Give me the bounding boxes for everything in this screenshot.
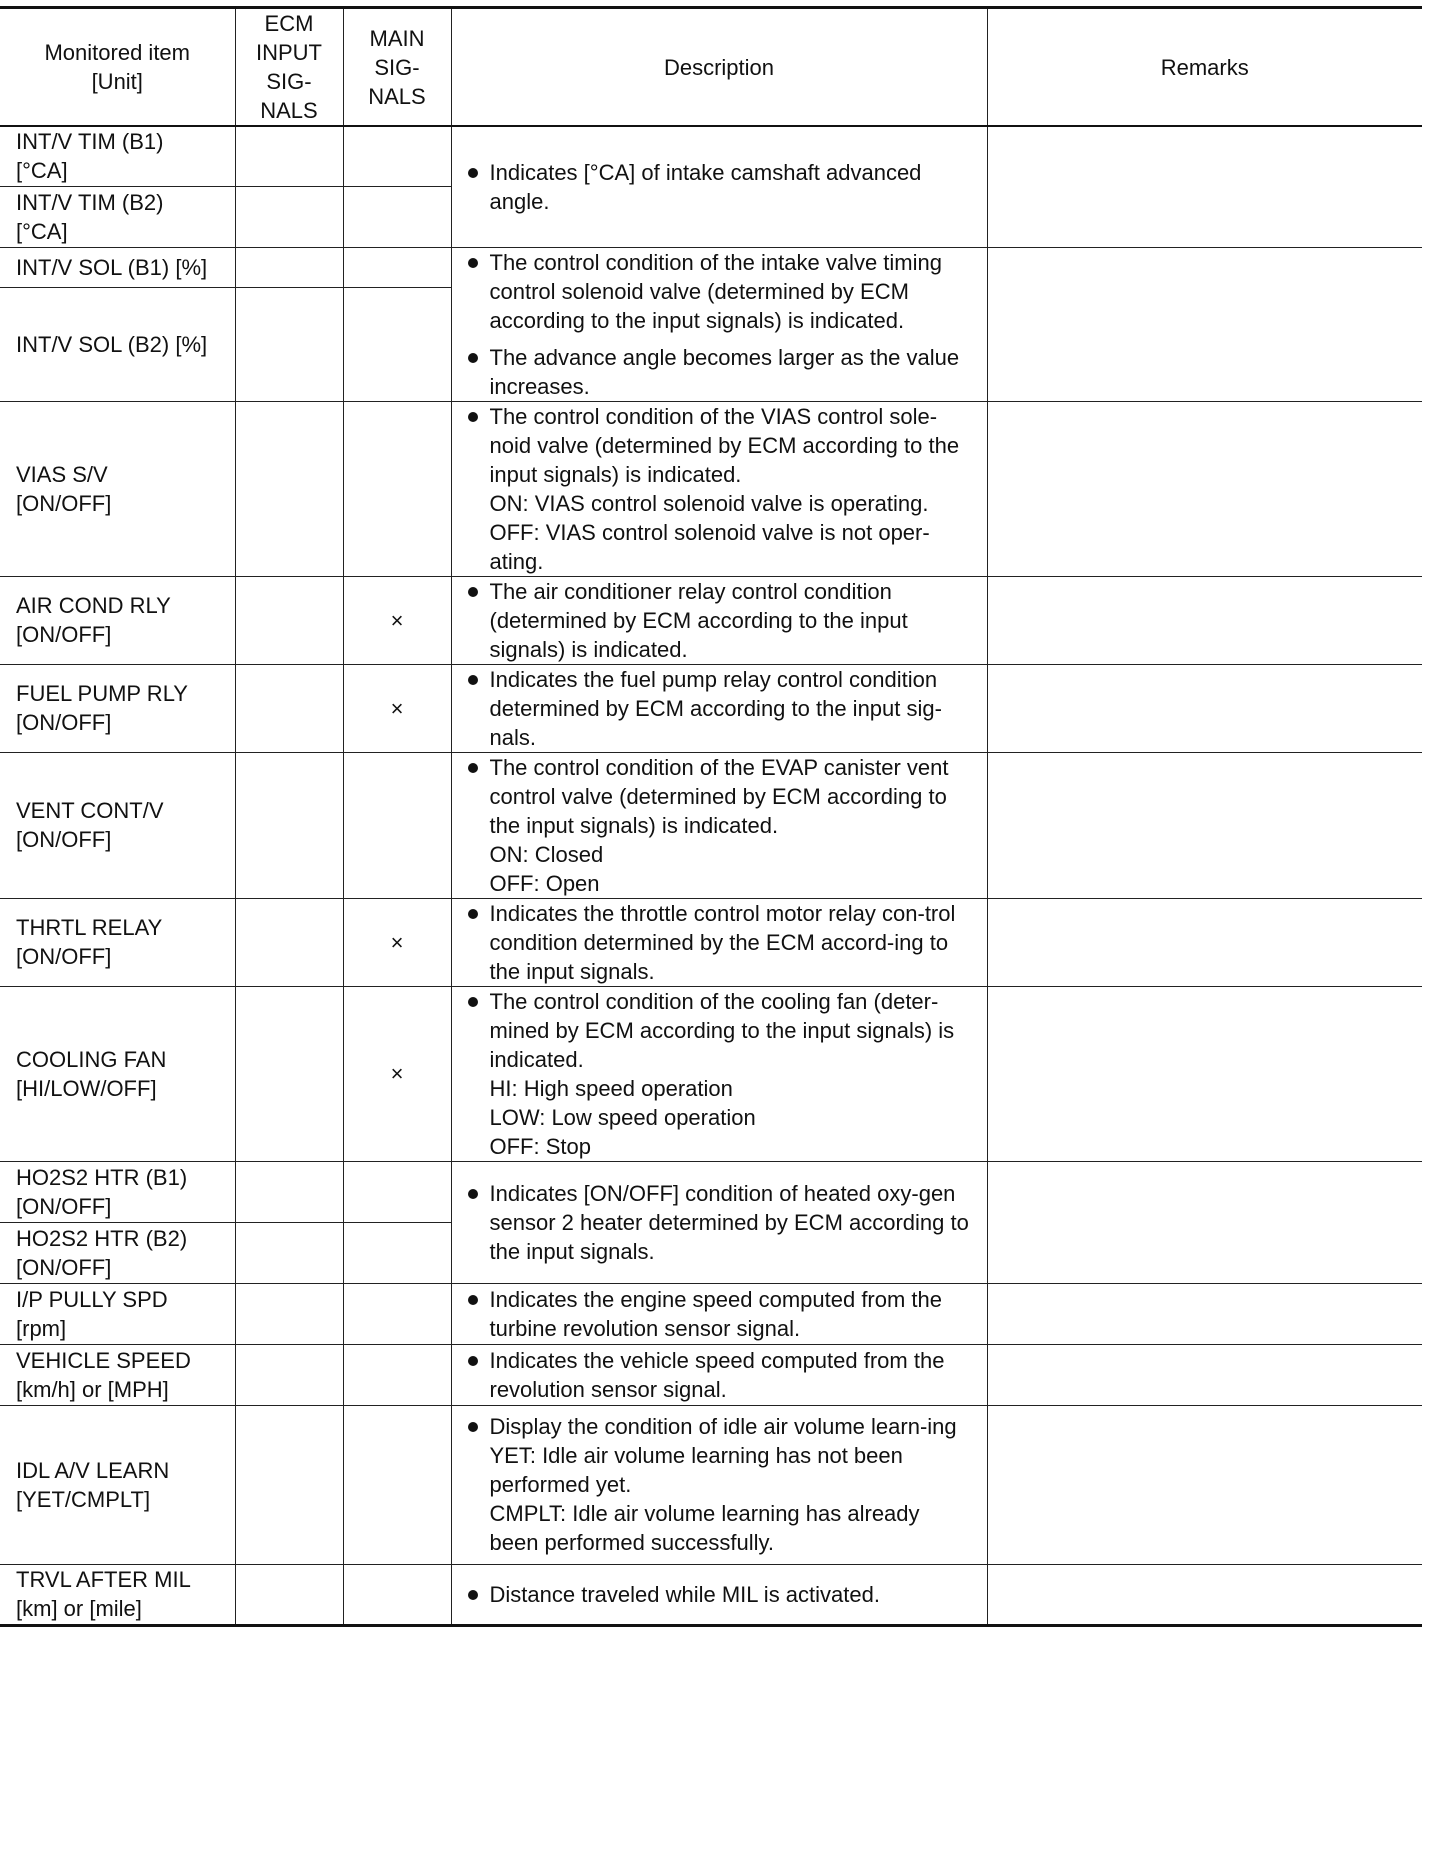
main-cell [343, 1344, 451, 1405]
ecm-cell [235, 1222, 343, 1283]
description-cell: Indicates the vehicle speed computed from the revolution sensor signal. [451, 1344, 987, 1405]
item-cell: FUEL PUMP RLY [ON/OFF] [0, 664, 235, 752]
table-row [0, 1564, 1422, 1625]
ecm-cell [235, 287, 343, 401]
table-row [0, 576, 1422, 664]
table-row [0, 898, 1422, 986]
ecm-cell [235, 186, 343, 247]
description-cell: Distance traveled while MIL is activated. [451, 1564, 987, 1625]
item-cell: INT/V SOL (B2) [%] [0, 287, 235, 401]
bullet-icon [468, 1422, 478, 1432]
item-cell: INT/V TIM (B1) [°CA] [0, 126, 235, 186]
ecm-cell [235, 1564, 343, 1625]
ecm-cell [235, 1283, 343, 1344]
item-cell: IDL A/V LEARN [YET/CMPLT] [0, 1405, 235, 1564]
bullet-icon [468, 997, 478, 1007]
item-cell: VENT CONT/V [ON/OFF] [0, 752, 235, 898]
remarks-cell [987, 1344, 1422, 1405]
item-cell: AIR COND RLY [ON/OFF] [0, 576, 235, 664]
item-cell: INT/V TIM (B2) [°CA] [0, 186, 235, 247]
ecm-cell [235, 752, 343, 898]
main-signal-mark: × [343, 986, 451, 1161]
table-row [0, 986, 1422, 1161]
table-row [0, 1283, 1422, 1344]
ecm-cell [235, 1161, 343, 1222]
item-cell: HO2S2 HTR (B1) [ON/OFF] [0, 1161, 235, 1222]
main-cell [343, 1161, 451, 1222]
main-cell [343, 247, 451, 287]
table-header-row [0, 8, 1422, 127]
main-signal-mark: × [343, 664, 451, 752]
item-cell: VIAS S/V [ON/OFF] [0, 401, 235, 576]
main-signal-mark: × [343, 898, 451, 986]
remarks-cell [987, 1161, 1422, 1283]
monitor-item-table [0, 6, 1422, 1627]
ecm-cell [235, 1405, 343, 1564]
remarks-cell [987, 126, 1422, 247]
main-cell [343, 126, 451, 186]
bullet-icon [468, 909, 478, 919]
remarks-cell [987, 1283, 1422, 1344]
main-cell [343, 1222, 451, 1283]
bullet-icon [468, 1356, 478, 1366]
ecm-cell [235, 576, 343, 664]
remarks-cell [987, 576, 1422, 664]
item-cell: COOLING FAN [HI/LOW/OFF] [0, 986, 235, 1161]
description-cell: The control condition of the intake valve timing control solenoid valve (determined by ECM according to the input signals) is indicated. The advance angle becomes larger as the value increases. [451, 247, 987, 401]
bullet-icon [468, 1189, 478, 1199]
description-cell: Indicates the throttle control motor relay con-trol condition determined by the ECM accord-ing to the input signals. [451, 898, 987, 986]
ecm-cell [235, 126, 343, 186]
item-cell: THRTL RELAY [ON/OFF] [0, 898, 235, 986]
table-row [0, 752, 1422, 898]
bullet-icon [468, 353, 478, 363]
bullet-icon [468, 168, 478, 178]
ecm-cell [235, 898, 343, 986]
main-cell [343, 1405, 451, 1564]
bullet-icon [468, 258, 478, 268]
bullet-icon [468, 675, 478, 685]
ecm-cell [235, 247, 343, 287]
remarks-cell [987, 1564, 1422, 1625]
bullet-icon [468, 1295, 478, 1305]
remarks-cell [987, 898, 1422, 986]
ecm-cell [235, 401, 343, 576]
description-cell: The control condition of the cooling fan (deter-mined by ECM according to the input signals) is indicated. HI: High speed operation LOW: Low speed operation OFF: Stop [451, 986, 987, 1161]
item-cell: HO2S2 HTR (B2) [ON/OFF] [0, 1222, 235, 1283]
main-cell [343, 1283, 451, 1344]
description-cell: Indicates [ON/OFF] condition of heated oxy-gen sensor 2 heater determined by ECM according to the input signals. [451, 1161, 987, 1283]
header-remarks: Remarks [987, 8, 1422, 127]
main-cell [343, 1564, 451, 1625]
main-cell [343, 752, 451, 898]
table-row [0, 1405, 1422, 1564]
ecm-cell [235, 986, 343, 1161]
description-cell: The air conditioner relay control condition (determined by ECM according to the input signals) is indicated. [451, 576, 987, 664]
description-cell: The control condition of the VIAS control sole-noid valve (determined by ECM according to the input signals) is indicated. ON: VIAS control solenoid valve is operating. OFF: VIAS control solenoid valve is not oper-ating. [451, 401, 987, 576]
description-cell: Indicates the engine speed computed from the turbine revolution sensor signal. [451, 1283, 987, 1344]
header-monitored-item: Monitored item [Unit] [0, 8, 235, 127]
main-cell [343, 287, 451, 401]
table-row [0, 401, 1422, 576]
main-cell [343, 401, 451, 576]
header-main-signals: MAIN SIG- NALS [343, 8, 451, 127]
remarks-cell [987, 752, 1422, 898]
header-description: Description [451, 8, 987, 127]
table-row [0, 1161, 1422, 1222]
bullet-icon [468, 1590, 478, 1600]
item-cell: I/P PULLY SPD [rpm] [0, 1283, 235, 1344]
table-row [0, 1344, 1422, 1405]
item-cell: VEHICLE SPEED [km/h] or [MPH] [0, 1344, 235, 1405]
description-cell: Indicates [°CA] of intake camshaft advanced angle. [451, 126, 987, 247]
item-cell: TRVL AFTER MIL [km] or [mile] [0, 1564, 235, 1625]
remarks-cell [987, 401, 1422, 576]
description-cell: Display the condition of idle air volume learn-ing YET: Idle air volume learning has not been performed yet. CMPLT: Idle air volume learning has already been performed successfully. [451, 1405, 987, 1564]
remarks-cell [987, 664, 1422, 752]
remarks-cell [987, 1405, 1422, 1564]
ecm-cell [235, 664, 343, 752]
header-ecm-input-signals: ECM INPUT SIG- NALS [235, 8, 343, 127]
main-cell [343, 186, 451, 247]
remarks-cell [987, 247, 1422, 401]
bullet-icon [468, 412, 478, 422]
remarks-cell [987, 986, 1422, 1161]
table-row [0, 247, 1422, 287]
bullet-icon [468, 763, 478, 773]
table-row [0, 664, 1422, 752]
ecm-cell [235, 1344, 343, 1405]
bullet-icon [468, 587, 478, 597]
item-cell: INT/V SOL (B1) [%] [0, 247, 235, 287]
description-cell: Indicates the fuel pump relay control condition determined by ECM according to the input sig-nals. [451, 664, 987, 752]
description-cell: The control condition of the EVAP canister vent control valve (determined by ECM according to the input signals) is indicated. ON: Closed OFF: Open [451, 752, 987, 898]
table-row [0, 126, 1422, 186]
main-signal-mark: × [343, 576, 451, 664]
